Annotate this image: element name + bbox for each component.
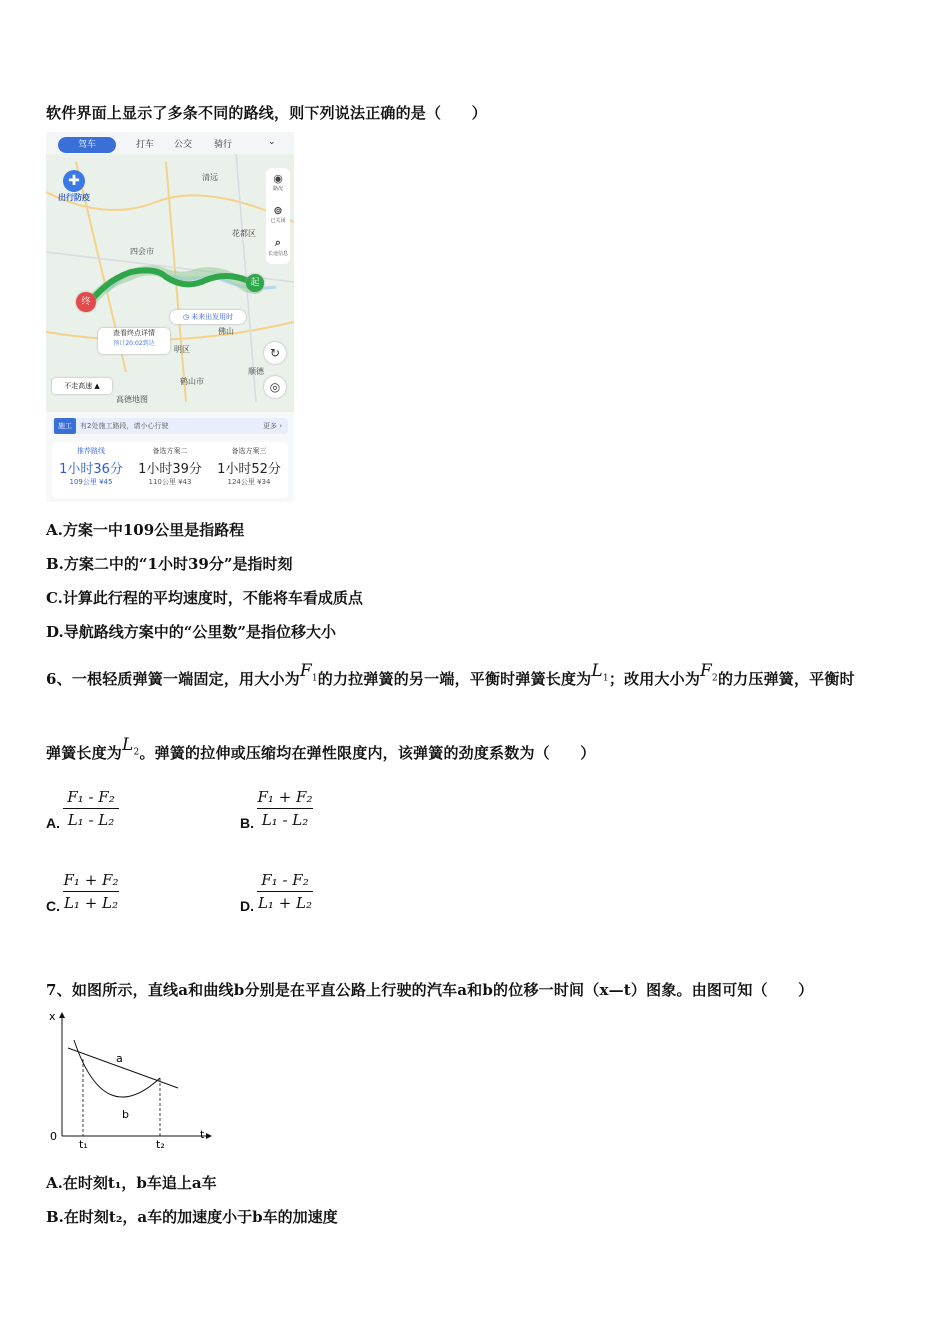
end-marker: 终 bbox=[76, 292, 96, 312]
xt-graph bbox=[46, 1010, 216, 1152]
t-axis-label: t bbox=[200, 1128, 205, 1141]
q6-option-a-letter: A. bbox=[46, 815, 60, 831]
q5-option-a: A.方案一中109公里是指路程 bbox=[46, 521, 245, 539]
q5-option-d: D.导航路线方案中的“公里数”是指位移大小 bbox=[46, 623, 336, 641]
var-f1: $F_1$ bbox=[299, 661, 318, 684]
q6-option-a-fraction: F₁ - F₂ L₁ - L₂ bbox=[61, 786, 121, 831]
t-axis-arrow bbox=[206, 1133, 212, 1139]
more-link[interactable]: 更多 › bbox=[262, 422, 282, 430]
place-label: 四会市 bbox=[130, 247, 154, 256]
x-axis-label: x bbox=[49, 1010, 56, 1023]
place-label: 清远 bbox=[202, 173, 218, 182]
locate-icon[interactable]: ◎ bbox=[264, 376, 286, 398]
start-marker: 起 bbox=[246, 274, 264, 292]
place-label: 顺德 bbox=[248, 367, 264, 376]
q5-stem: 软件界面上显示了多条不同的路线，则下列说法正确的是（ ） bbox=[46, 104, 487, 122]
q6-option-b-fraction: F₁ + F₂ L₁ - L₂ bbox=[257, 788, 313, 829]
follow-button[interactable]: ⊚ 已关闭 bbox=[266, 200, 290, 232]
route-panel bbox=[46, 412, 294, 502]
tab-taxi[interactable]: 打车 bbox=[136, 140, 155, 150]
q6-option-c-letter: C. bbox=[46, 898, 60, 914]
q5-option-b: B.方案二中的“1小时39分”是指时刻 bbox=[46, 555, 293, 573]
follow-icon: ⊚ bbox=[273, 204, 283, 217]
var-l1: $L_1$ bbox=[591, 661, 609, 684]
q6-option-d-fraction: F₁ - F₂ L₁ + L₂ bbox=[257, 871, 313, 912]
place-label: 佛山 bbox=[218, 327, 234, 336]
t1-label: t₁ bbox=[79, 1138, 88, 1151]
var-f2: $F_2$ bbox=[700, 661, 718, 684]
curve-b bbox=[74, 1040, 160, 1097]
place-label: 鹤山市 bbox=[180, 377, 204, 386]
long-trip-button[interactable]: ⌕ 长途信息 bbox=[267, 236, 288, 257]
traffic-button[interactable]: ◉ 路况 bbox=[266, 168, 290, 200]
future-departure-button[interactable]: ◷ 未来出发用时 bbox=[170, 310, 246, 324]
clock-icon: ◷ bbox=[182, 313, 192, 321]
tab-bike[interactable]: 骑行 bbox=[214, 140, 233, 150]
q6-stem-line2: 弹簧长度为$L_2$。弹簧的拉伸或压缩均在弹性限度内，该弹簧的劲度系数为（ ） bbox=[46, 735, 596, 762]
q6-option-b-letter: B. bbox=[240, 815, 254, 831]
q7-option-b: B.在时刻t₂，a车的加速度小于b车的加速度 bbox=[46, 1208, 338, 1226]
q7-option-a: A.在时刻t₁，b车追上a车 bbox=[46, 1174, 217, 1192]
q6-option-c-fraction: F₁ + F₂ L₁ + L₂ bbox=[63, 871, 119, 912]
place-label: 明区 bbox=[174, 345, 190, 354]
search-icon: ⌕ bbox=[274, 236, 282, 249]
navigation-screenshot bbox=[46, 132, 294, 502]
chevron-down-icon[interactable]: ⌄ bbox=[268, 137, 276, 147]
q6-option-d-letter: D. bbox=[240, 898, 254, 914]
refresh-icon[interactable]: ↻ bbox=[264, 342, 286, 364]
map-side-tools bbox=[266, 168, 290, 264]
tab-drive[interactable]: 驾车 bbox=[58, 137, 116, 153]
avoid-highway-toggle[interactable]: 不走高速 ▲ bbox=[52, 378, 112, 394]
q6-stem-line1: 6、一根轻质弹簧一端固定，用大小为$F_1$的力拉弹簧的另一端，平衡时弹簧长度为$L_1$；改用大小为$F_2$的力压弹簧，平衡时 bbox=[46, 661, 855, 688]
line-a-label: a bbox=[116, 1052, 123, 1065]
epidemic-badge[interactable]: ✚ 出行防疫 bbox=[54, 170, 94, 204]
q5-option-c: C.计算此行程的平均速度时，不能将车看成质点 bbox=[46, 589, 363, 607]
origin-label: 0 bbox=[50, 1130, 57, 1143]
line-a bbox=[68, 1048, 178, 1088]
q7-stem: 7、如图所示，直线a和曲线b分别是在平直公路上行驶的汽车a和b的位移一时间（x—t）图象。由图可知（ ） bbox=[46, 981, 814, 999]
var-l2: $L_2$ bbox=[122, 735, 140, 758]
route-option-3[interactable]: 备选方案三 1小时52分 124公里 ¥34 bbox=[217, 447, 281, 486]
t2-label: t₂ bbox=[156, 1138, 165, 1151]
construction-notice[interactable]: 施工 有2处施工路段，请小心行驶 更多 › bbox=[52, 418, 288, 434]
traffic-icon: ◉ bbox=[273, 172, 283, 185]
map-logo: 高德地图 bbox=[116, 395, 148, 404]
transport-mode-tabs bbox=[46, 132, 294, 154]
tab-transit[interactable]: 公交 bbox=[174, 140, 193, 150]
curve-b-label: b bbox=[122, 1108, 129, 1121]
x-axis-arrow bbox=[59, 1012, 65, 1018]
route-option-1[interactable]: 推荐路线 1小时36分 109公里 ¥45 bbox=[59, 447, 123, 486]
place-label: 花都区 bbox=[232, 229, 256, 238]
route-options bbox=[52, 442, 288, 498]
construction-tag: 施工 bbox=[54, 418, 76, 434]
shield-icon: ✚ bbox=[63, 170, 85, 192]
route-option-2[interactable]: 备选方案二 1小时39分 110公里 ¥43 bbox=[138, 447, 202, 486]
endpoint-card[interactable]: 查看终点详情 预计20:02到达 bbox=[98, 328, 170, 354]
